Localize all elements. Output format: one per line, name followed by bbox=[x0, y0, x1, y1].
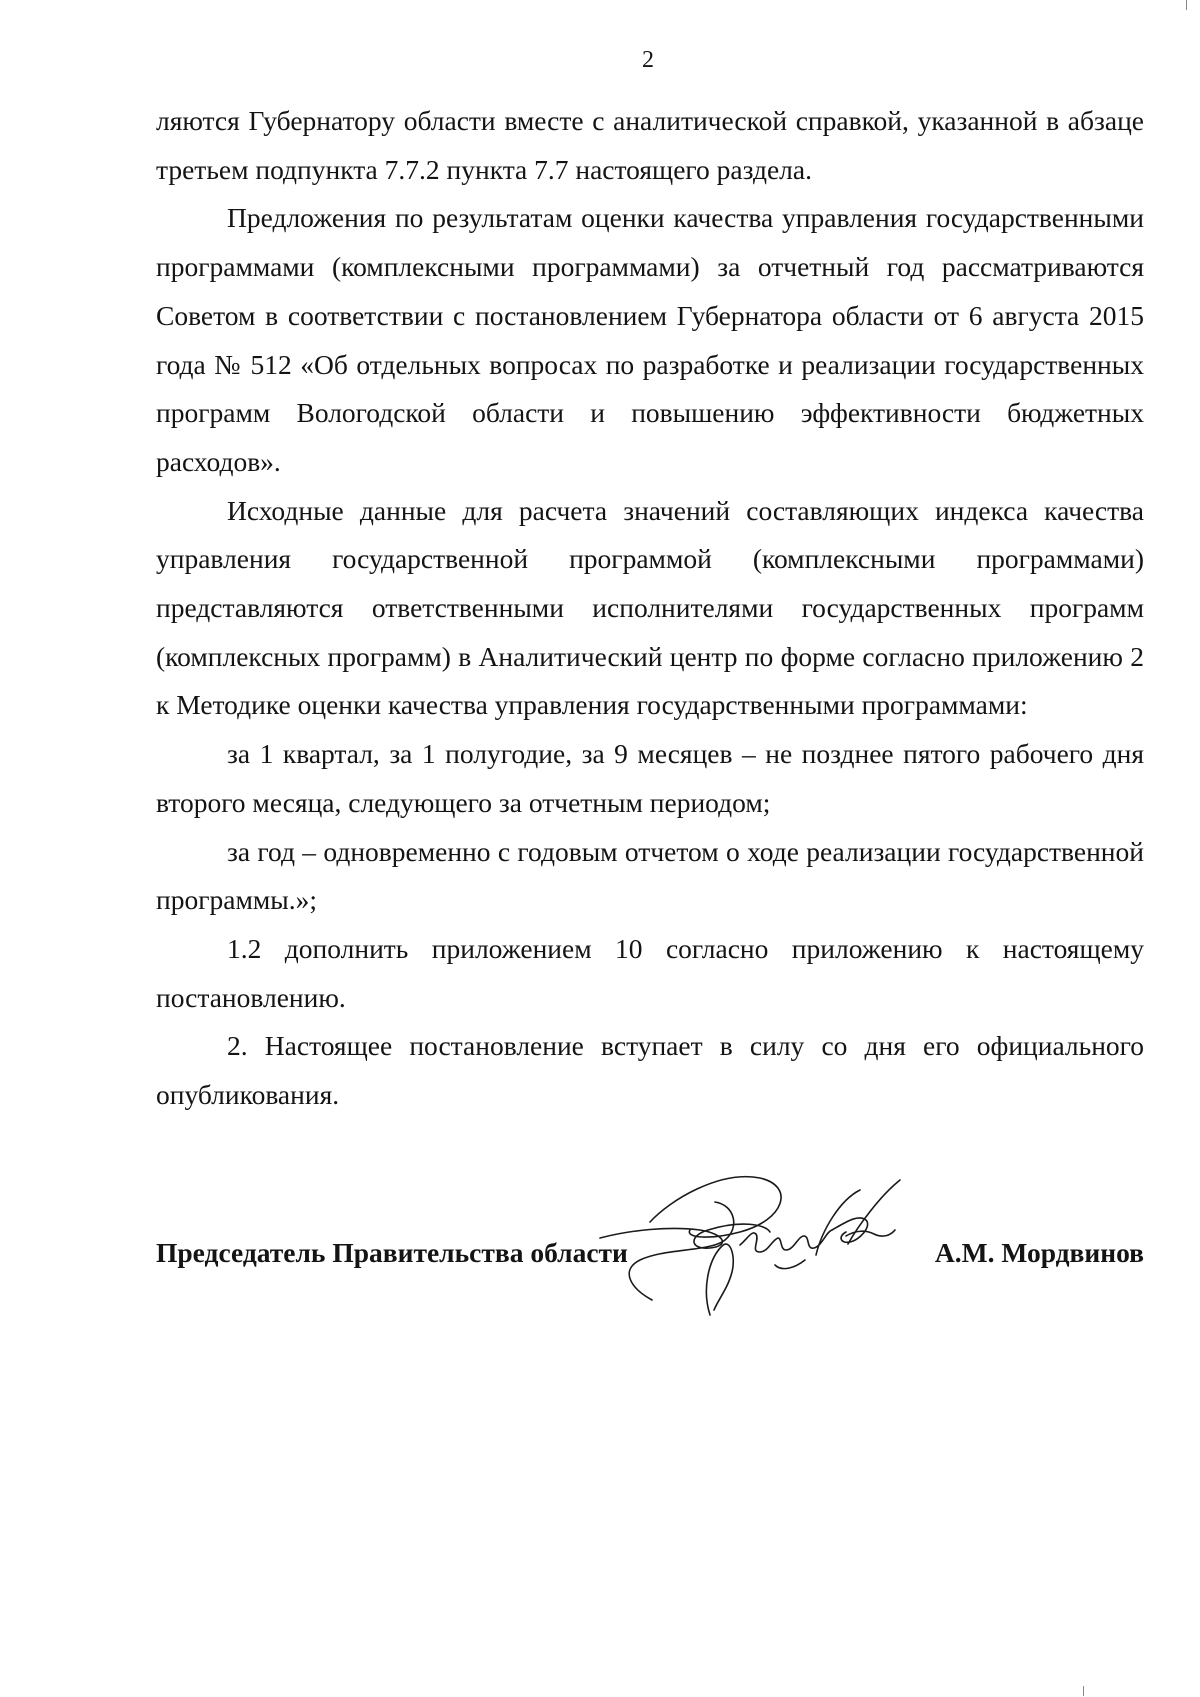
paragraph-proposals: Предложения по результатам оценки качества управления государственными программами (комплексными программами) за отчетный год рассматриваются Советом в соответствии с постановлением Губернатора области от 6 августа 2015 года № 512 «Об отдельных вопросах по разработке и реализации государственных программ Вологодской области и повышению эффективности бюджетных расходов». bbox=[156, 202, 1144, 477]
signatory-name: А.М. Мордвинов bbox=[934, 1237, 1144, 1268]
paragraph-source-data: Исходные данные для расчета значений составляющих индекса качества управления государственной программой (комплексными программами) представляются ответственными исполнителями государственных программ (комплексных программ) в Аналитический центр по форме согласно приложению 2 к Методике оценки качества управления государственными программами: bbox=[156, 494, 1144, 721]
paragraph-quarterly-deadline: за 1 квартал, за 1 полугодие, за 9 месяцев – не позднее пятого рабочего дня второго месяца, следующего за отчетным периодом; bbox=[156, 738, 1144, 818]
paragraph-effective-date: 2. Настоящее постановление вступает в силу со дня его официального опубликования. bbox=[156, 1030, 1144, 1111]
paragraph-amendment-1-2: 1.2 дополнить приложением 10 согласно приложению к настоящему постановлению. bbox=[156, 932, 1144, 1013]
top-right-scan-mark bbox=[1186, 0, 1187, 10]
paragraph-continuation: ляются Губернатору области вместе с аналитической справкой, указанной в абзаце третьем подпункта 7.7.2 пункта 7.7 настоящего раздела. bbox=[156, 105, 1144, 185]
signatory-title: Председатель Правительства области bbox=[156, 1237, 628, 1268]
page-number: 2 bbox=[642, 47, 654, 73]
bottom-right-scan-mark bbox=[1083, 1686, 1084, 1696]
document-body bbox=[156, 97, 1144, 1120]
signature-row bbox=[156, 1230, 1144, 1276]
paragraph-annual-deadline: за год – одновременно с годовым отчетом о ходе реализации государственной программы.»; bbox=[156, 835, 1144, 916]
